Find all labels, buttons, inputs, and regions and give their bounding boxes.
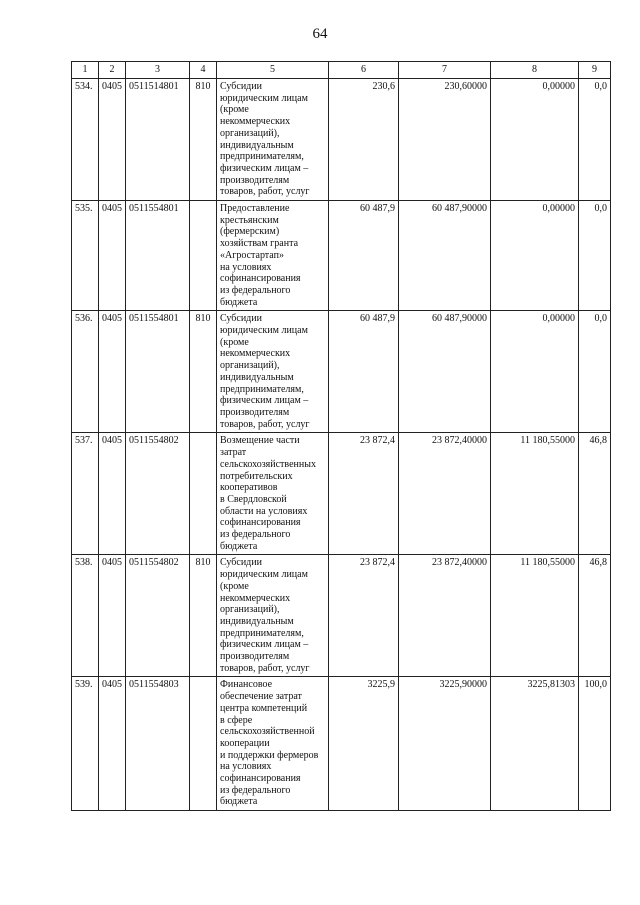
target-article-code: 0511554801 bbox=[126, 311, 190, 433]
expense-type-code: 810 bbox=[190, 311, 217, 433]
table-row bbox=[72, 677, 611, 811]
section-code: 0405 bbox=[99, 201, 126, 311]
amount-col-6: 60 487,9 bbox=[329, 201, 399, 311]
amount-col-7: 60 487,90000 bbox=[399, 311, 491, 433]
header-cell: 6 bbox=[329, 62, 399, 79]
percent-col-9: 0,0 bbox=[579, 201, 611, 311]
header-row bbox=[72, 62, 611, 79]
amount-col-6: 23 872,4 bbox=[329, 433, 399, 555]
section-code: 0405 bbox=[99, 677, 126, 811]
percent-col-9: 0,0 bbox=[579, 79, 611, 201]
table-row bbox=[72, 555, 611, 677]
amount-col-8: 0,00000 bbox=[491, 201, 579, 311]
page-number: 64 bbox=[312, 26, 328, 42]
amount-col-8: 11 180,55000 bbox=[491, 433, 579, 555]
percent-col-9: 100,0 bbox=[579, 677, 611, 811]
row-number: 538. bbox=[72, 555, 99, 677]
expense-type-code bbox=[190, 433, 217, 555]
row-number: 536. bbox=[72, 311, 99, 433]
header-cell: 2 bbox=[99, 62, 126, 79]
row-number: 534. bbox=[72, 79, 99, 201]
percent-col-9: 0,0 bbox=[579, 311, 611, 433]
budget-table bbox=[71, 61, 611, 811]
header-cell: 5 bbox=[217, 62, 329, 79]
amount-col-7: 23 872,40000 bbox=[399, 555, 491, 677]
item-name: Субсидии юридическим лицам (кроме некоммерческих организаций), индивидуальным предпринимателям, физическим лицам – производителям товаров, работ, услуг bbox=[217, 311, 329, 433]
table-row bbox=[72, 311, 611, 433]
section-code: 0405 bbox=[99, 555, 126, 677]
amount-col-7: 230,60000 bbox=[399, 79, 491, 201]
item-name: Возмещение части затрат сельскохозяйственных потребительских кооперативов в Свердловской области на условиях софинансирования из федерального бюджета bbox=[217, 433, 329, 555]
item-name: Субсидии юридическим лицам (кроме некоммерческих организаций), индивидуальным предпринимателям, физическим лицам – производителям товаров, работ, услуг bbox=[217, 555, 329, 677]
expense-type-code: 810 bbox=[190, 79, 217, 201]
expense-type-code bbox=[190, 201, 217, 311]
header-cell: 7 bbox=[399, 62, 491, 79]
header-cell: 8 bbox=[491, 62, 579, 79]
section-code: 0405 bbox=[99, 433, 126, 555]
row-number: 535. bbox=[72, 201, 99, 311]
target-article-code: 0511554802 bbox=[126, 433, 190, 555]
amount-col-8: 3225,81303 bbox=[491, 677, 579, 811]
amount-col-8: 11 180,55000 bbox=[491, 555, 579, 677]
expense-type-code: 810 bbox=[190, 555, 217, 677]
row-number: 539. bbox=[72, 677, 99, 811]
amount-col-6: 60 487,9 bbox=[329, 311, 399, 433]
amount-col-6: 230,6 bbox=[329, 79, 399, 201]
target-article-code: 0511554802 bbox=[126, 555, 190, 677]
section-code: 0405 bbox=[99, 311, 126, 433]
section-code: 0405 bbox=[99, 79, 126, 201]
amount-col-6: 23 872,4 bbox=[329, 555, 399, 677]
item-name: Субсидии юридическим лицам (кроме некоммерческих организаций), индивидуальным предпринимателям, физическим лицам – производителям товаров, работ, услуг bbox=[217, 79, 329, 201]
amount-col-7: 60 487,90000 bbox=[399, 201, 491, 311]
item-name: Предоставление крестьянским (фермерским) хозяйствам гранта «Агростартап» на условиях софинансирования из федерального бюджета bbox=[217, 201, 329, 311]
target-article-code: 0511554801 bbox=[126, 201, 190, 311]
amount-col-8: 0,00000 bbox=[491, 311, 579, 433]
target-article-code: 0511514801 bbox=[126, 79, 190, 201]
header-cell: 1 bbox=[72, 62, 99, 79]
expense-type-code bbox=[190, 677, 217, 811]
percent-col-9: 46,8 bbox=[579, 433, 611, 555]
row-number: 537. bbox=[72, 433, 99, 555]
header-cell: 4 bbox=[190, 62, 217, 79]
amount-col-6: 3225,9 bbox=[329, 677, 399, 811]
header-cell: 9 bbox=[579, 62, 611, 79]
table-row bbox=[72, 79, 611, 201]
target-article-code: 0511554803 bbox=[126, 677, 190, 811]
amount-col-7: 23 872,40000 bbox=[399, 433, 491, 555]
amount-col-8: 0,00000 bbox=[491, 79, 579, 201]
table-row bbox=[72, 433, 611, 555]
header-cell: 3 bbox=[126, 62, 190, 79]
table-row bbox=[72, 201, 611, 311]
amount-col-7: 3225,90000 bbox=[399, 677, 491, 811]
percent-col-9: 46,8 bbox=[579, 555, 611, 677]
item-name: Финансовое обеспечение затрат центра компетенций в сфере сельскохозяйственной кооперации и поддержки фермеров на условиях софинансирования из федерального бюджета bbox=[217, 677, 329, 811]
